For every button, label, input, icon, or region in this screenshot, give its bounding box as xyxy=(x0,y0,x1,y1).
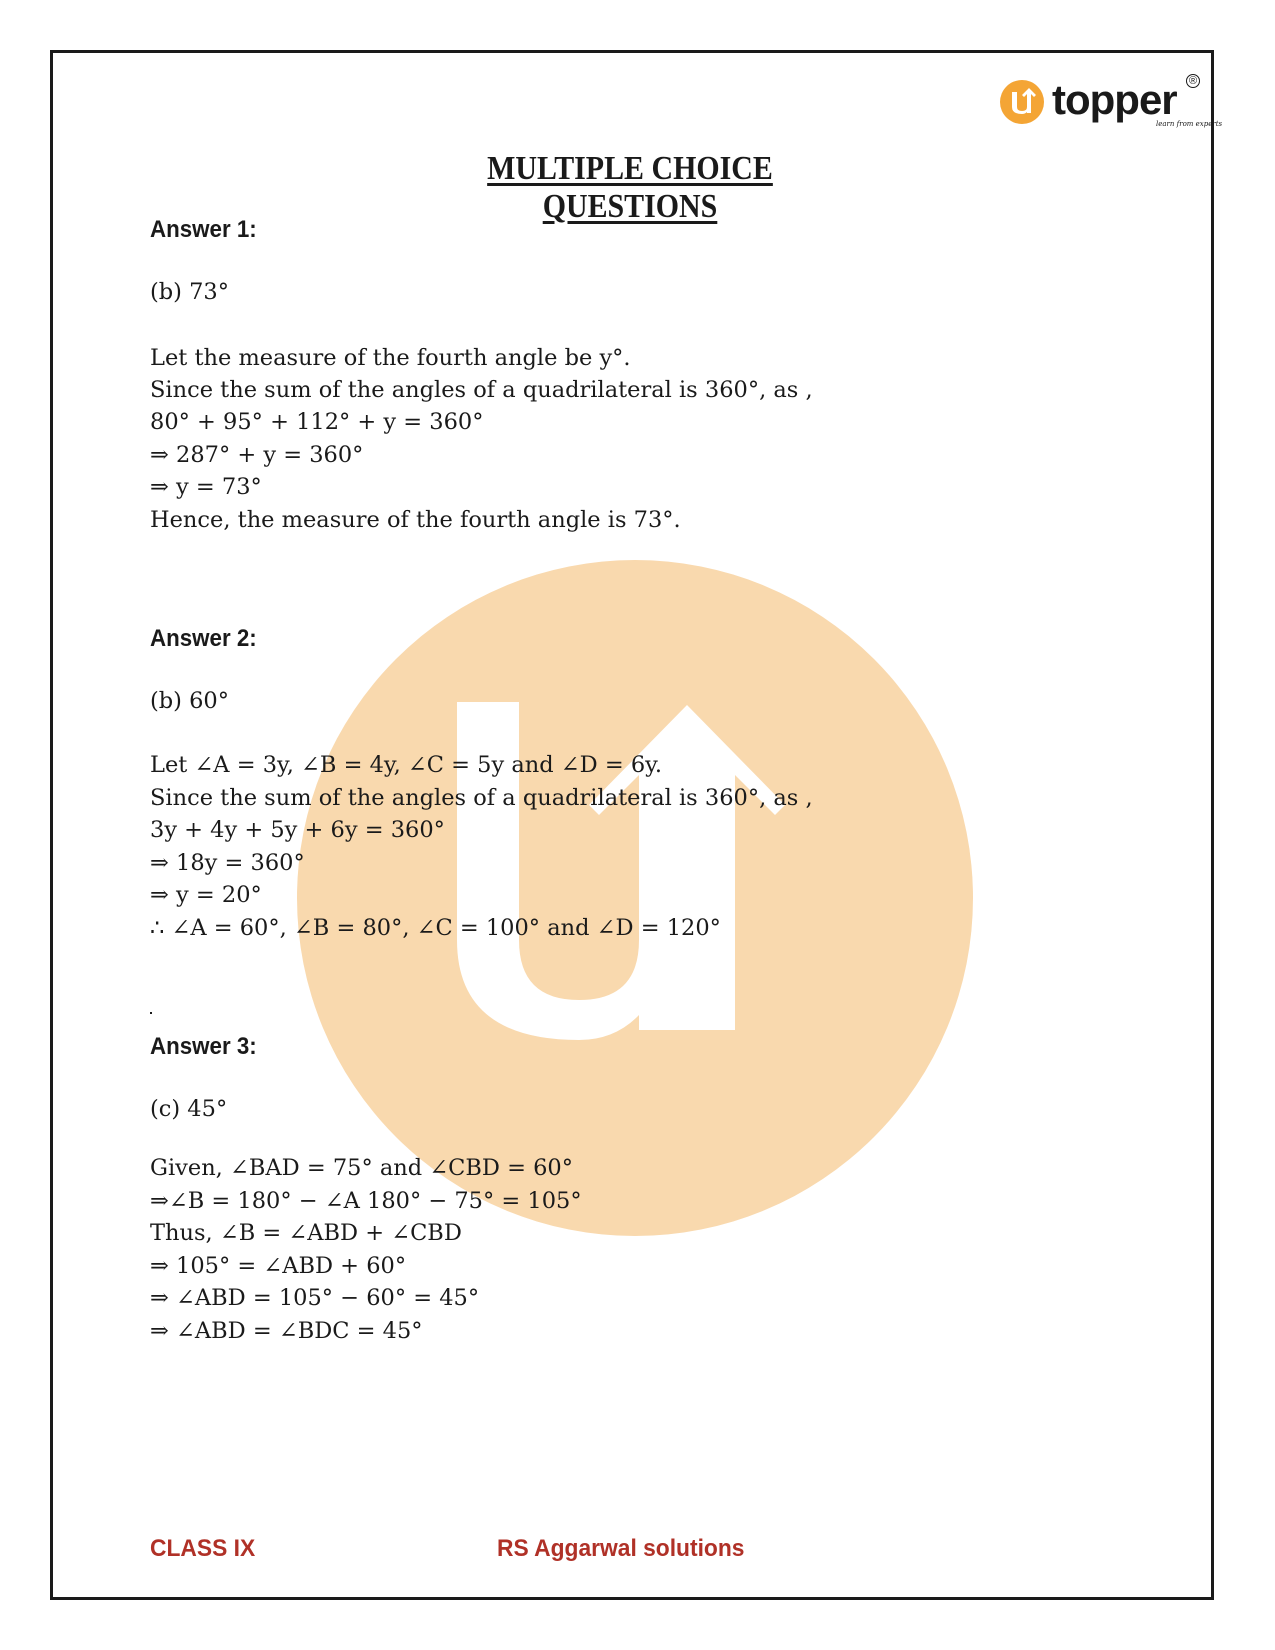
answer-2-line: ∴ ∠A = 60°, ∠B = 80°, ∠C = 100° and ∠D = 120° xyxy=(150,915,721,941)
answer-3-line: ⇒ ∠ABD = ∠BDC = 45° xyxy=(150,1318,423,1344)
footer-book-title: RS Aggarwal solutions xyxy=(497,1535,745,1562)
answer-3-line: ⇒ ∠ABD = 105° − 60° = 45° xyxy=(150,1285,480,1311)
answer-2-line: 3y + 4y + 5y + 6y = 360° xyxy=(150,817,445,843)
answer-1-line: ⇒ 287° + y = 360° xyxy=(150,442,364,468)
answer-1-line: ⇒ y = 73° xyxy=(150,474,262,500)
registered-mark: ® xyxy=(1186,74,1200,88)
answer-1-line: Hence, the measure of the fourth angle is 73°. xyxy=(150,507,681,533)
logo-tagline: learn from experts xyxy=(1156,120,1223,128)
answer-3-line: ⇒∠B = 180° − ∠A 180° − 75° = 105° xyxy=(150,1188,582,1214)
answer-1-line: Let the measure of the fourth angle be y°. xyxy=(150,345,631,371)
page-title: MULTIPLE CHOICE QUESTIONS xyxy=(487,150,773,225)
watermark-circle xyxy=(297,560,973,1236)
answer-1-heading: Answer 1: xyxy=(150,216,257,243)
answer-3-line: ⇒ 105° = ∠ABD + 60° xyxy=(150,1253,407,1279)
logo-circle-icon xyxy=(1000,80,1044,124)
answer-2-line: Since the sum of the angles of a quadrilateral is 360°, as , xyxy=(150,785,813,811)
answer-3-heading: Answer 3: xyxy=(150,1033,257,1060)
footer-class-label: CLASS IX xyxy=(150,1535,256,1562)
answer-2-choice: (b) 60° xyxy=(150,688,229,714)
answer-3-line: Given, ∠BAD = 75° and ∠CBD = 60° xyxy=(150,1155,573,1181)
u-topper-watermark-icon xyxy=(297,560,973,1236)
stray-dot xyxy=(150,1012,152,1014)
answer-1-choice: (b) 73° xyxy=(150,279,229,305)
answer-1-line: 80° + 95° + 112° + y = 360° xyxy=(150,409,484,435)
answer-2-heading: Answer 2: xyxy=(150,625,257,652)
logo-wordmark: topper xyxy=(1052,76,1177,123)
answer-2-line: ⇒ 18y = 360° xyxy=(150,850,305,876)
answer-3-line: Thus, ∠B = ∠ABD + ∠CBD xyxy=(150,1220,462,1246)
answer-2-line: ⇒ y = 20° xyxy=(150,882,262,908)
topper-logo xyxy=(1000,74,1223,134)
answer-2-line: Let ∠A = 3y, ∠B = 4y, ∠C = 5y and ∠D = 6y. xyxy=(150,752,663,778)
answer-3-choice: (c) 45° xyxy=(150,1096,228,1122)
answer-1-line: Since the sum of the angles of a quadrilateral is 360°, as , xyxy=(150,377,813,403)
